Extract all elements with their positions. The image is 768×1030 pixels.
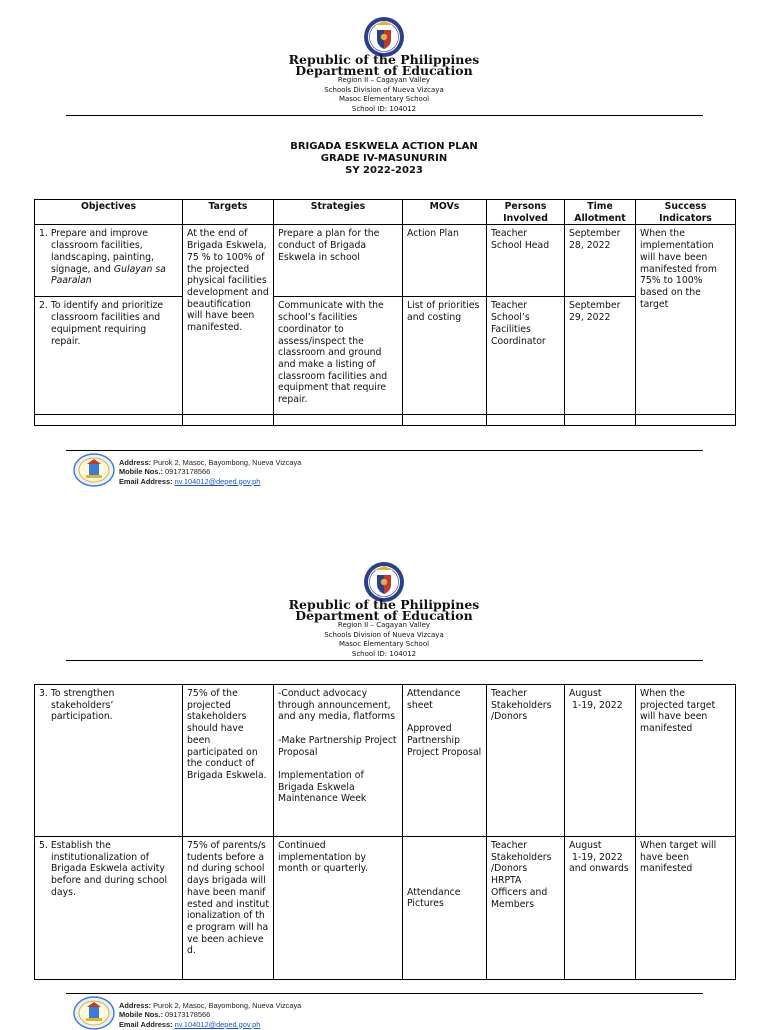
table-row [35, 225, 736, 297]
letterhead-school: Masoc Elementary School [338, 95, 430, 103]
persons-cell: Teacher Stakeholders /Donors HRPTA Officers and Members [487, 837, 565, 980]
header-strategies: Strategies [274, 200, 403, 225]
letterhead-division: Schools Division of Nueva Vizcaya [324, 630, 444, 639]
mov-attendance-sheet: Attendance sheet [407, 688, 461, 711]
table-row-empty [35, 415, 736, 426]
strategy-cell: Prepare a plan for the conduct of Brigada Eskwela in school [274, 225, 403, 297]
letterhead-republic: Republic of the Philippines [288, 597, 480, 612]
page-2 [0, 545, 768, 1029]
action-plan-table [34, 199, 736, 426]
strategy-cell: Communicate with the school’s facilities coordinator to assess/inspect the classroom and ground and make a listing of classroom facilities and equipment that require repair. [274, 297, 403, 415]
header-movs: MOVs [403, 200, 487, 225]
target-cell: 75% of parents/students before and during school days brigada will have been manifested and institutionalization of the program will have been achieved. [183, 837, 274, 980]
objective-3: 3. To strengthen stakeholders’ participation. [39, 688, 115, 723]
strategy-maintenance-week: Implementation of Brigada Eskwela Maintenance Week [278, 769, 367, 805]
email-link[interactable]: nv.104012@deped.gov.ph [174, 476, 261, 486]
footer-email: Email Address: nv.104012@deped.gov.ph [119, 476, 261, 486]
strategy-cell [274, 685, 403, 837]
page-1 [0, 0, 768, 500]
footer-mobile: Mobile Nos.: 09173178566 [119, 467, 211, 477]
letterhead-divider [66, 660, 703, 661]
email-link[interactable]: nv.104012@deped.gov.ph [174, 1019, 261, 1029]
objective-1-text: 1. Prepare and improve classroom facilities, landscaping, painting, signage, and [39, 228, 154, 275]
footer-address: Address: Purok 2, Masoc, Bayombong, Nueva Vizcaya [119, 1001, 302, 1010]
objective-1-italic: Gulayan sa Paaralan [51, 263, 166, 287]
strategy-advocacy: -Conduct advocacy through announcement, and any media, flatforms [278, 688, 396, 723]
mov-attendance-pictures: Attendance Pictures [407, 886, 461, 910]
time-cell: September 28, 2022 [565, 225, 636, 297]
footer-mobile: Mobile Nos.: 09173178566 [119, 1010, 211, 1020]
letterhead-region: Region II – Cagayan Valley [337, 76, 431, 84]
plan-school-year: SY 2022-2023 [345, 165, 423, 176]
objective-2: 2. To identify and prioritize classroom facilities and equipment requiring repair. [39, 300, 164, 347]
plan-title: BRIGADA ESKWELA ACTION PLAN [290, 141, 478, 152]
letterhead-school-id: School ID: 104012 [351, 104, 417, 113]
target-cell: 75% of the projected stakeholders should have been participated on the conduct of Brigada Eskwela. [183, 685, 274, 837]
school-logo-icon [73, 996, 115, 1030]
objective-cell [35, 685, 183, 837]
table-row [35, 685, 736, 837]
letterhead-republic: Republic of the Philippines [288, 52, 480, 67]
objective-cell [35, 297, 183, 415]
footer-contact [119, 1001, 301, 1029]
footer-contact [119, 458, 301, 486]
persons-cell: Teacher School’s Facilities Coordinator [487, 297, 565, 415]
plan-grade: GRADE IV-MASUNURIN [320, 153, 448, 164]
table-row [35, 837, 736, 980]
letterhead-department: Department of Education [295, 63, 473, 78]
objective-cell [35, 837, 183, 980]
success-cell: When the projected target will have been manifested [636, 685, 736, 837]
time-cell: September 29, 2022 [565, 297, 636, 415]
letterhead-division: Schools Division of Nueva Vizcaya [324, 85, 444, 94]
header-targets: Targets [183, 200, 274, 225]
persons-cell: Teacher Stakeholders /Donors [487, 685, 565, 837]
objective-5: 5. Establish the institutionalization of Brigada Eskwela activity before and during school days. [39, 840, 168, 898]
letterhead-divider [66, 115, 703, 116]
objective-cell [35, 225, 183, 297]
letterhead-school: Masoc Elementary School [338, 640, 430, 648]
action-plan-table-continued [34, 684, 736, 980]
time-cell: August 1-19, 2022 and onwards [565, 837, 636, 980]
header-persons-involved: Persons Involved [487, 200, 565, 225]
letterhead-school-id: School ID: 104012 [351, 649, 417, 658]
footer-email: Email Address: nv.104012@deped.gov.ph [119, 1019, 261, 1029]
success-cell: When the implementation will have been manifested from 75% to 100% based on the target [636, 225, 736, 415]
mov-cell: List of priorities and costing [403, 297, 487, 415]
footer-address: Address: Purok 2, Masoc, Bayombong, Nueva Vizcaya [119, 458, 302, 467]
success-cell: When target will have been manifested [636, 837, 736, 980]
letterhead-department: Department of Education [295, 608, 473, 623]
mov-cell [403, 837, 487, 980]
mov-cell: Action Plan [403, 225, 487, 297]
time-cell: August 1-19, 2022 [565, 685, 636, 837]
footer-divider [66, 993, 703, 994]
header-success-indicators: Success Indicators [636, 200, 736, 225]
table-row [35, 297, 736, 415]
mov-partnership-proposal: Approved Partnership Project Proposal [407, 723, 482, 758]
letterhead-region: Region II – Cagayan Valley [337, 621, 431, 629]
strategy-proposal: -Make Partnership Project Proposal [278, 734, 397, 758]
strategy-cell: Continued implementation by month or quarterly. [274, 837, 403, 980]
school-logo-icon [73, 453, 115, 487]
header-time-allotment: Time Allotment [565, 200, 636, 225]
objective-1 [39, 228, 178, 287]
footer-divider [66, 450, 703, 451]
header-objectives: Objectives [35, 200, 183, 225]
target-cell: At the end of Brigada Eskwela, 75 % to 100% of the projected physical facilities development and beautification will have been manifested. [183, 225, 274, 415]
mov-cell [403, 685, 487, 837]
table-header-row [35, 200, 736, 225]
persons-cell: Teacher School Head [487, 225, 565, 297]
